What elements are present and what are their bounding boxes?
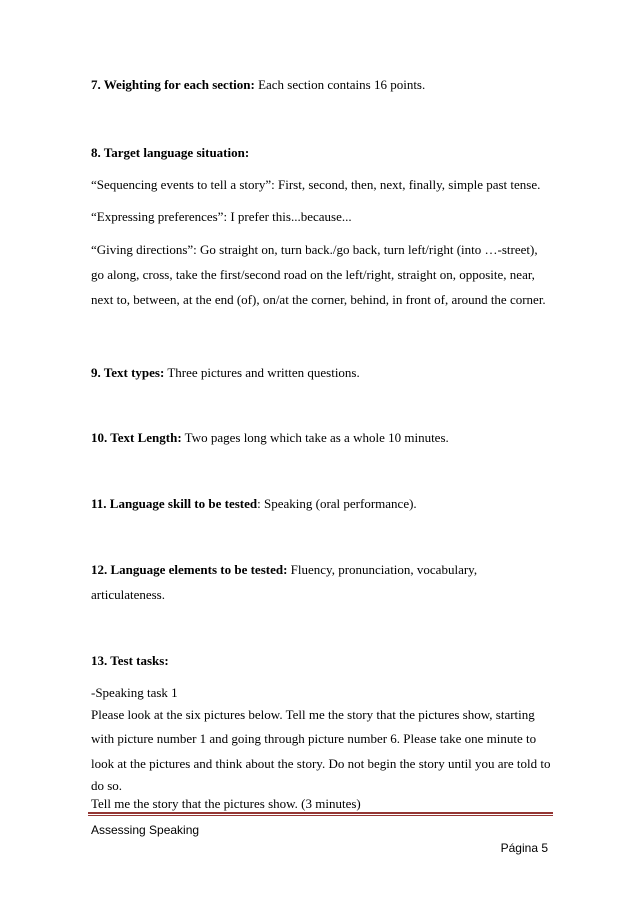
section-8-para-2: “Expressing preferences”: I prefer this...because... xyxy=(91,209,352,224)
section-13-line-1: -Speaking task 1 xyxy=(91,685,178,700)
section-7-text: Each section contains 16 points. xyxy=(254,77,426,92)
section-10-heading: 10. Text Length: xyxy=(91,430,182,445)
section-11 xyxy=(91,496,417,512)
section-8-para-1: “Sequencing events to tell a story”: First, second, then, next, finally, simple past tense. xyxy=(91,177,541,192)
section-8-heading xyxy=(91,145,249,161)
section-13-heading xyxy=(91,653,169,669)
section-13-line-3: with picture number 1 and going through picture number 6. Please take one minute to xyxy=(91,731,537,746)
footer-divider-thin xyxy=(88,815,553,816)
section-10 xyxy=(91,430,449,446)
section-13-line-4: look at the pictures and think about the story. Do not begin the story until you are told to xyxy=(91,756,551,771)
section-9 xyxy=(91,365,360,381)
page-number: Página 5 xyxy=(500,841,548,855)
section-8-para-3-line-2: go along, cross, take the first/second road on the left/right, straight on, opposite, near, xyxy=(91,267,535,282)
section-9-heading: 9. Text types: xyxy=(91,365,165,380)
section-8-para-3-line-3: next to, between, at the end (of), on/at the corner, behind, in front of, around the corner. xyxy=(91,292,546,307)
footer-divider xyxy=(88,812,553,814)
section-11-heading: 11. Language skill to be tested xyxy=(91,496,258,511)
section-11-text: : Speaking (oral performance). xyxy=(257,496,417,511)
section-13-line-5: do so. xyxy=(91,778,123,793)
section-13-line-2: Please look at the six pictures below. Tell me the story that the pictures show, starting xyxy=(91,707,535,722)
section-7 xyxy=(91,77,425,93)
section-8-para-3-line-1: “Giving directions”: Go straight on, turn back./go back, turn left/right (into …-street), xyxy=(91,242,538,257)
section-10-text: Two pages long which take as a whole 10 minutes. xyxy=(181,430,449,445)
section-12 xyxy=(91,562,477,578)
footer-title: Assessing Speaking xyxy=(91,823,200,837)
section-7-heading: 7. Weighting for each section: xyxy=(91,77,255,92)
section-13-heading-text: 13. Test tasks: xyxy=(91,653,169,668)
section-13-line-6: Tell me the story that the pictures show. (3 minutes) xyxy=(91,796,361,811)
section-8-heading-text: 8. Target language situation: xyxy=(91,145,250,160)
section-12-heading: 12. Language elements to be tested: xyxy=(91,562,288,577)
section-12-text: Fluency, pronunciation, vocabulary, xyxy=(287,562,478,577)
section-9-text: Three pictures and written questions. xyxy=(164,365,360,380)
section-12-line-2: articulateness. xyxy=(91,587,165,602)
